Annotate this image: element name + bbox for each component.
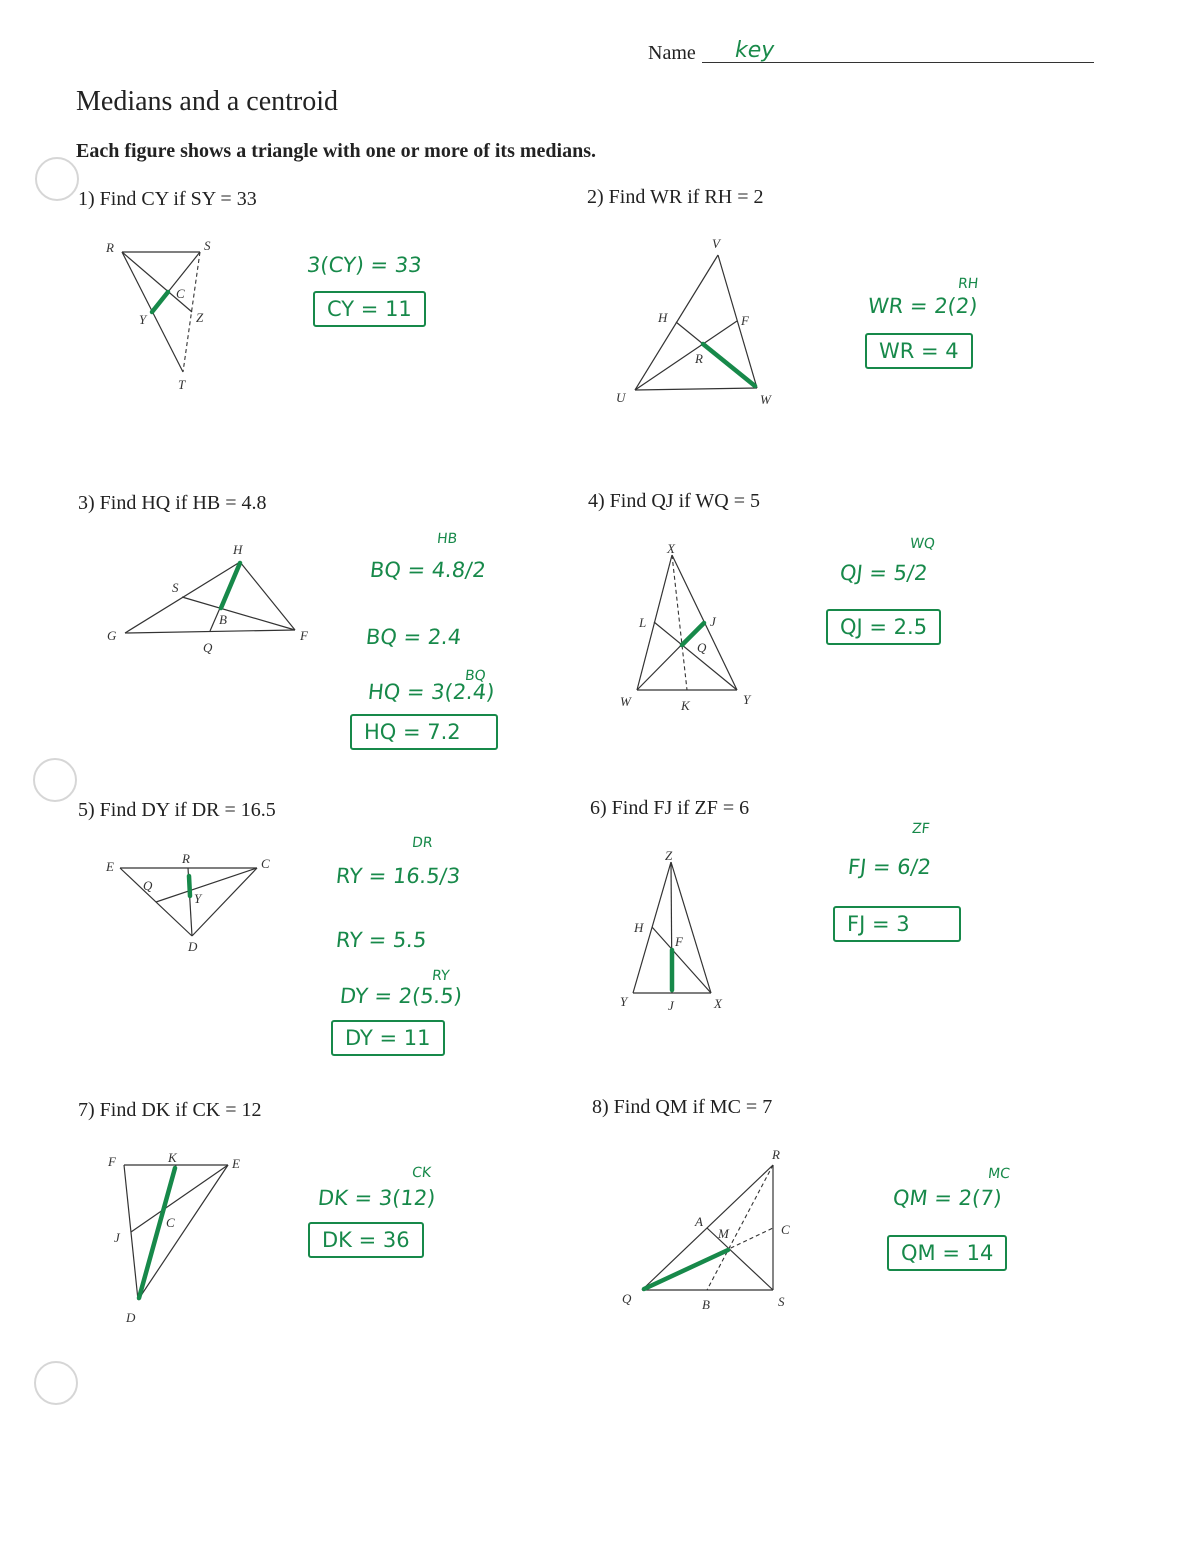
figure-1: [105, 238, 211, 392]
problem-4-prompt: 4) Find QJ if WQ = 5: [588, 490, 761, 512]
work-5a: RY = 16.5/3: [334, 864, 462, 888]
work-5b: RY = 5.5: [334, 928, 428, 952]
note-4: WQ: [909, 536, 936, 552]
note-3a: HB: [436, 531, 458, 547]
svg-text:H: H: [658, 310, 668, 325]
svg-text:Q: Q: [697, 640, 707, 655]
instructions: Each figure shows a triangle with one or more of its medians.: [76, 140, 596, 162]
problem-5-prompt: 5) Find DY if DR = 16.5: [78, 799, 276, 821]
answer-5: DY = 11: [331, 1020, 445, 1056]
svg-text:H: H: [634, 920, 644, 935]
problem-1-prompt: 1) Find CY if SY = 33: [78, 188, 257, 210]
answer-2: WR = 4: [865, 333, 973, 369]
svg-text:F: F: [675, 934, 683, 949]
answer-7: DK = 36: [308, 1222, 424, 1258]
figure-6: [620, 848, 723, 1013]
problem-8-prompt: 8) Find QM if MC = 7: [592, 1096, 773, 1118]
svg-text:G: G: [107, 628, 117, 643]
svg-text:R: R: [772, 1147, 780, 1162]
svg-text:F: F: [300, 628, 308, 643]
figure-2: [616, 236, 772, 407]
svg-text:S: S: [172, 580, 179, 595]
svg-text:U: U: [616, 390, 626, 405]
svg-text:D: D: [188, 939, 198, 954]
svg-text:R: R: [182, 851, 190, 866]
answer-4: QJ = 2.5: [826, 609, 941, 645]
svg-text:V: V: [712, 236, 720, 251]
svg-text:T: T: [178, 377, 186, 392]
work-3a: BQ = 4.8/2: [368, 558, 487, 582]
figure-3: [107, 542, 309, 655]
svg-text:Q: Q: [203, 640, 213, 655]
work-3c: HQ = 3(2.4): [366, 680, 496, 704]
svg-text:Q: Q: [143, 878, 153, 893]
note-5b: RY: [431, 968, 451, 984]
svg-text:R: R: [695, 351, 703, 366]
svg-text:Y: Y: [139, 312, 147, 327]
note-6: ZF: [911, 821, 931, 837]
problem-3-prompt: 3) Find HQ if HB = 4.8: [78, 492, 267, 514]
svg-text:H: H: [233, 542, 243, 557]
problem-2-prompt: 2) Find WR if RH = 2: [587, 186, 764, 208]
svg-text:B: B: [702, 1297, 710, 1312]
svg-text:K: K: [681, 698, 690, 713]
svg-text:S: S: [778, 1294, 785, 1309]
svg-text:J: J: [710, 614, 716, 629]
svg-text:R: R: [106, 240, 114, 255]
figure-7: [107, 1150, 240, 1325]
work-2: WR = 2(2): [866, 294, 979, 318]
work-4: QJ = 5/2: [838, 561, 929, 585]
note-5a: DR: [411, 835, 434, 851]
svg-text:Y: Y: [743, 692, 751, 707]
svg-text:J: J: [668, 998, 674, 1013]
work-7: DK = 3(12): [316, 1186, 437, 1210]
svg-text:B: B: [219, 612, 227, 627]
problem-6-prompt: 6) Find FJ if ZF = 6: [590, 797, 750, 819]
svg-text:W: W: [620, 694, 631, 709]
svg-text:D: D: [126, 1310, 136, 1325]
name-label: Name: [648, 42, 696, 64]
svg-text:X: X: [667, 541, 675, 556]
figure-5: [105, 851, 270, 954]
svg-text:K: K: [168, 1150, 177, 1165]
svg-text:J: J: [114, 1230, 120, 1245]
svg-text:C: C: [781, 1222, 790, 1237]
svg-text:Z: Z: [665, 848, 673, 863]
svg-text:C: C: [166, 1215, 175, 1230]
svg-text:F: F: [741, 313, 749, 328]
note-8: MC: [987, 1166, 1011, 1182]
answer-8: QM = 14: [887, 1235, 1007, 1271]
svg-text:X: X: [714, 996, 722, 1011]
svg-text:S: S: [204, 238, 211, 253]
note-3b: BQ: [464, 668, 487, 684]
svg-text:Q: Q: [622, 1291, 632, 1306]
svg-text:E: E: [106, 859, 114, 874]
figure-4: [620, 541, 752, 713]
work-6: FJ = 6/2: [846, 855, 933, 879]
svg-text:W: W: [760, 392, 771, 407]
work-8: QM = 2(7): [891, 1186, 1003, 1210]
svg-text:L: L: [639, 615, 647, 630]
svg-text:Y: Y: [194, 891, 202, 906]
svg-text:C: C: [176, 286, 185, 301]
figure-8: [622, 1147, 790, 1312]
svg-text:Z: Z: [196, 310, 204, 325]
worksheet-title: Medians and a centroid: [76, 86, 339, 117]
svg-text:A: A: [695, 1214, 703, 1229]
name-value: key: [735, 38, 775, 63]
work-3b: BQ = 2.4: [364, 625, 463, 649]
svg-text:F: F: [108, 1154, 116, 1169]
svg-text:E: E: [232, 1156, 240, 1171]
work-5c: DY = 2(5.5): [338, 984, 464, 1008]
svg-text:C: C: [261, 856, 270, 871]
note-7: CK: [411, 1165, 432, 1181]
svg-text:Y: Y: [620, 994, 628, 1009]
work-1: 3(CY) = 33: [305, 253, 423, 277]
problem-7-prompt: 7) Find DK if CK = 12: [78, 1099, 262, 1121]
answer-1: CY = 11: [313, 291, 426, 327]
answer-6: FJ = 3: [833, 906, 961, 942]
answer-3: HQ = 7.2: [350, 714, 498, 750]
note-2: RH: [957, 276, 980, 292]
svg-text:M: M: [718, 1226, 729, 1241]
